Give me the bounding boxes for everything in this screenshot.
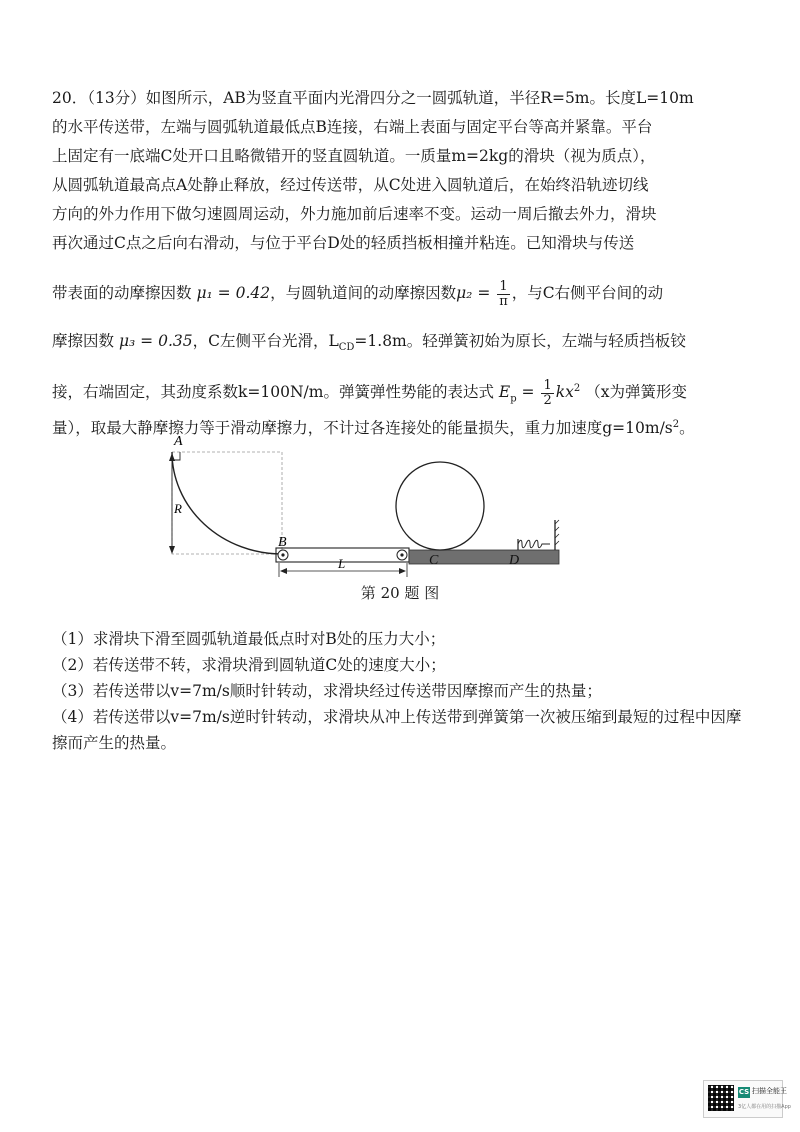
arc-track [172, 452, 282, 554]
problem-line-8: 摩擦因数 μ₃ = 0.35，C左侧平台光滑，$L_{CD}=1.8m$。轻弹簧初始为原长，左端与轻质挡板铰 [52, 332, 686, 354]
belt-roller-left-axle [281, 553, 284, 556]
spring [518, 540, 550, 548]
problem-statement [52, 84, 752, 439]
figure-caption: 第 20 题 图 [360, 584, 440, 602]
label-l: L [338, 556, 346, 571]
half-fraction: $\frac{1}{2}$ [543, 377, 552, 408]
question-1: （1）求滑块下滑至圆弧轨道最低点时对B处的压力大小； [52, 630, 446, 648]
problem-line-1: 20．（13分）如图所示，AB为竖直平面内光滑四分之一圆弧轨道，半径R=5m。长度L=10m [52, 89, 694, 107]
problem-line-5: 方向的外力作用下做匀速圆周运动，外力施加前后速率不变。运动一周后撤去外力，滑块 [52, 205, 657, 223]
mu3-formula: μ₃ = 0.35 [118, 332, 193, 350]
problem-line-7: 带表面的动摩擦因数 μ₁ = 0.42，与圆轨道间的动摩擦因数μ₂ = $\frac{1}{\pi}$ ，与C右侧平台间的动 [52, 278, 664, 309]
label-d: D [509, 553, 520, 568]
watermark-app-name: 扫描全能王 [752, 1087, 787, 1095]
label-c: C [429, 553, 439, 568]
problem-line-9: 接，右端固定，其劲度系数k=100N/m。弹簧弹性势能的表达式 $E_p$ = $\frac{1}{2}$ $kx^2$ （x为弹簧形变 [52, 377, 687, 408]
problem-line-4: 从圆弧轨道最高点A处静止释放，经过传送带，从C处进入圆轨道后，在始终沿轨迹切线 [52, 176, 649, 194]
problem-line-6: 再次通过C点之后向右滑动，与位于平台D处的轻质挡板相撞并粘连。已知滑块与传送 [52, 234, 635, 252]
problem-line-2: 的水平传送带，左端与圆弧轨道最低点B连接，右端上表面与固定平台等高并紧靠。平台 [52, 118, 653, 136]
label-r: R [174, 501, 182, 516]
question-list [52, 626, 752, 756]
mu1-formula: μ₁ = 0.42 [196, 284, 271, 302]
radius-arrow-head-bottom [169, 546, 175, 554]
length-arrow-head-right [399, 568, 406, 574]
mu2-fraction: $\frac{1}{\pi}$ [499, 278, 508, 309]
problem-line-10: 量），取最大静摩擦力等于滑动摩擦力，不计过各连接处的能量损失，重力加速度$g=10m/s^2$。 [52, 419, 695, 438]
mu2-formula: μ₂ = [456, 284, 491, 302]
scanner-watermark [703, 1080, 791, 1118]
question-3: （3）若传送带以v=7m/s顺时针转动，求滑块经过传送带因摩擦而产生的热量； [52, 682, 602, 700]
question-2: （2）若传送带不转，求滑块滑到圆轨道C处的速度大小； [52, 656, 446, 674]
camscanner-logo: CS [738, 1088, 750, 1096]
arc-bounding-box [172, 452, 282, 554]
label-b: B [278, 535, 287, 550]
problem-number: 20．（13分） [52, 89, 146, 107]
belt-roller-right-axle [400, 553, 403, 556]
ep-symbol: E [498, 383, 511, 402]
problem-figure [150, 432, 570, 582]
radius-arrow-head-top [169, 453, 175, 461]
qr-code-icon [708, 1085, 734, 1111]
watermark-tagline: 3亿人都在用的扫描App [738, 1104, 791, 1110]
vertical-circular-track [396, 462, 484, 550]
label-a: A [174, 434, 183, 449]
length-arrow-head-left [280, 568, 287, 574]
question-4: （4）若传送带以v=7m/s逆时针转动，求滑块从冲上传送带到弹簧第一次被压缩到最短的过程中因摩擦而产生的热量。 [52, 708, 742, 752]
problem-line-3: 上固定有一底端C处开口且略微错开的竖直圆轨道。一质量m=2kg的滑块（视为质点）， [52, 147, 656, 165]
